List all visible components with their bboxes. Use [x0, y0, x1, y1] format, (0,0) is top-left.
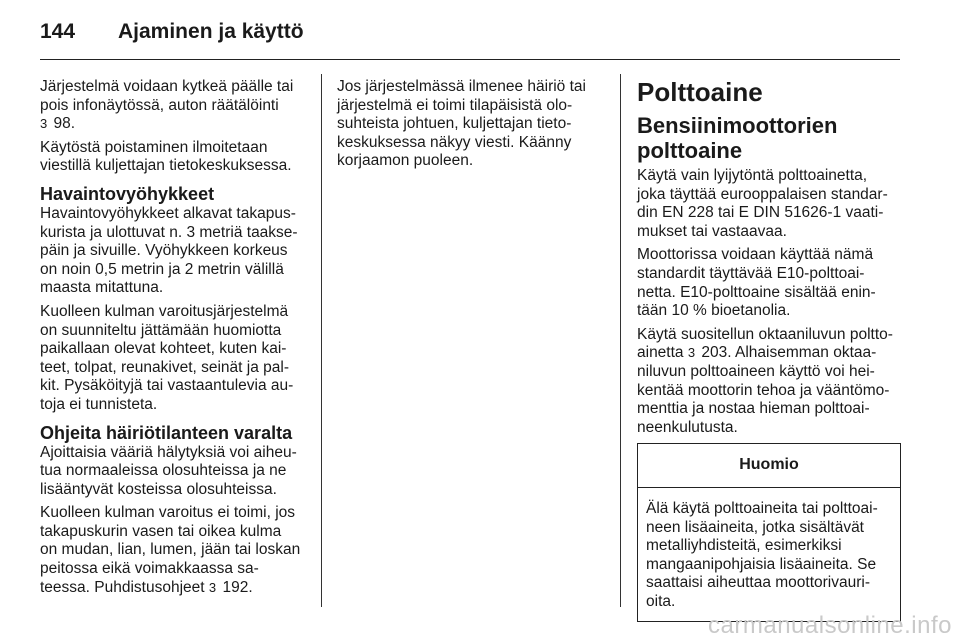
- page-header: [40, 10, 304, 54]
- section-title: Polttoaine: [637, 77, 763, 107]
- page-ref-link[interactable]: 3 98.: [40, 115, 76, 133]
- column-3: [637, 78, 901, 622]
- page-ref-icon: 3: [687, 345, 696, 361]
- fuel-paragraph-3: Käytä suositellun oktaaniluvun poltto- ainetta 3 203. Alhaisemman oktaa- niluvun polttoaineen käyttö voi hei- kentää moottorin tehoa ja vääntömo- menttia ja nostaa hieman polttoai- neenkulutusta.: [637, 325, 893, 436]
- page-ref-link[interactable]: 3 192.: [208, 578, 253, 596]
- page-ref-icon: 3: [40, 116, 48, 132]
- zones-heading: Havaintovyöhykkeet: [40, 183, 215, 204]
- column-1: [40, 78, 312, 602]
- header-rule: [40, 59, 900, 60]
- fuel-paragraph-1: Käytä vain lyijytöntä polttoainetta, joka täyttää eurooppalaisen standar- din EN 228 tai E DIN 51626-1 vaati- mukset tai vastaavaa.: [637, 167, 888, 240]
- caution-box: [637, 443, 901, 622]
- watermark-text: carmanualsonline.info: [708, 612, 952, 639]
- page-ref-link[interactable]: 3 203. Alhaisemman oktaa-: [687, 344, 877, 362]
- malfunction-paragraph: Jos järjestelmässä ilmenee häiriö tai järjestelmä ei toimi tilapäisistä olo- suhteista johtuen, kuljettajan tieto- keskuksessa näkyy viesti. Käänny korjaamon puoleen.: [337, 78, 586, 170]
- caution-title: Huomio: [638, 444, 900, 488]
- page-number: 144: [40, 20, 76, 43]
- caution-body: Älä käytä polttoaineita tai polttoai- neen lisäaineita, jotka sisältävät metalliyhdisteitä, esimerkiksi mangaanipohjaisia lisäaineita. Se saattaisi aiheuttaa moottorivauri- oita.: [646, 499, 878, 610]
- fail-paragraph: Kuolleen kulman varoitus ei toimi, jos takapuskurin vasen tai oikea kulma on mudan, lian, lumen, jään tai loskan peitossa eikä voimakkaassa sa- teessa. Puhdistusohjeet 3 192.: [40, 504, 301, 596]
- page-title: Ajaminen ja käyttö: [118, 20, 304, 43]
- blind-spot-paragraph: Kuolleen kulman varoitusjärjestelmä on suunniteltu jättämään huomiotta paikallaan olevat kohteet, kuten kai- teet, tolpat, reunakivet, seinät ja pal- kit. Pysäköityjä tai vastaantulevia au- toja ei tunnisteta.: [40, 302, 294, 413]
- fault-paragraph: Ajoittaisia vääriä hälytyksiä voi aiheu- tua normaaleissa olosuhteissa ja ne lisääntyvät kosteissa olosuhteissa.: [40, 443, 297, 498]
- subsection-title: Bensiinimoottorien polttoaine: [637, 113, 838, 163]
- intro-paragraph: Järjestelmä voidaan kytkeä päälle tai pois infonäytössä, auton räätälöinti 3 98.: [40, 78, 294, 133]
- column-divider-1: [321, 74, 322, 607]
- column-divider-2: [620, 74, 621, 607]
- fault-heading: Ohjeita häiriötilanteen varalta: [40, 422, 293, 443]
- zones-paragraph: Havaintovyöhykkeet alkavat takapus- kurista ja ulottuvat n. 3 metriä taakse- päin ja sivuille. Vyöhykkeen korkeus on noin 0,5 metrin ja 2 metrin välillä maasta mitattuna.: [40, 204, 298, 297]
- disable-paragraph: Käytöstä poistaminen ilmoitetaan viestillä kuljettajan tietokeskuksessa.: [40, 138, 292, 175]
- column-2: [337, 78, 609, 176]
- page-ref-icon: 3: [208, 579, 217, 595]
- fuel-paragraph-2: Moottorissa voidaan käyttää nämä standardit täyttävää E10-polttoai- netta. E10-polttoaine sisältää enin- tään 10 % bioetanolia.: [637, 246, 876, 320]
